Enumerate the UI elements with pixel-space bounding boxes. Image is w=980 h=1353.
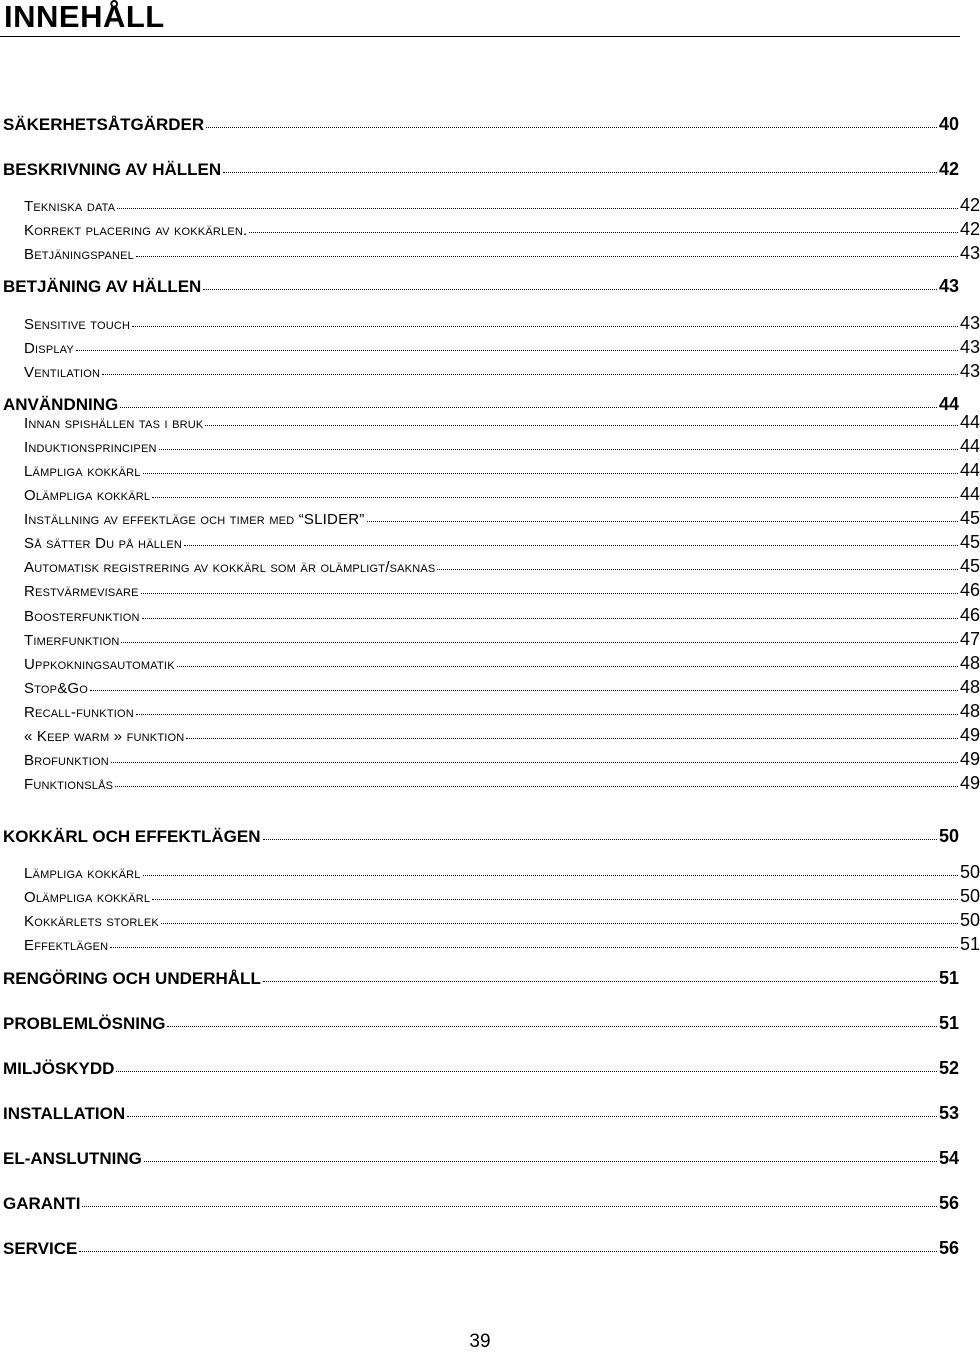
dot-leader [143, 874, 958, 876]
toc-entry-page: 43 [959, 313, 980, 333]
toc-entry-page: 51 [938, 968, 959, 988]
toc-entry-label: Uppkokningsautomatik [24, 656, 175, 673]
dot-leader [79, 1250, 937, 1252]
toc-entry-label: Induktionsprincipen [24, 439, 157, 456]
toc-entry-label: Effektlägen [24, 937, 109, 954]
toc-entry-page: 42 [938, 159, 959, 179]
toc-subsection-entry[interactable] [0, 701, 980, 722]
dot-leader [117, 207, 958, 209]
dot-leader [159, 448, 958, 450]
toc-entry-label: BESKRIVNING AV HÄLLEN [3, 160, 222, 179]
toc-entry-page: 40 [938, 114, 959, 134]
toc-entry-page: 43 [938, 276, 959, 296]
toc-entry-page: 49 [959, 773, 980, 793]
toc-section-entry[interactable] [0, 1058, 959, 1079]
dot-leader [143, 472, 958, 474]
dot-leader [127, 1115, 937, 1117]
dot-leader [111, 761, 958, 763]
toc-entry-page: 46 [959, 580, 980, 600]
toc-entry-label: Lämpliga kokkärl [24, 865, 141, 882]
toc-entry-label: SÄKERHETSÅTGÄRDER [3, 115, 205, 134]
toc-entry-label: Display [24, 340, 74, 357]
dot-leader [206, 126, 937, 128]
toc-subsection-entry[interactable] [0, 629, 980, 650]
toc-entry-page: 44 [959, 436, 980, 456]
toc-entry-label: Stop&Go [24, 680, 89, 697]
toc-subsection-entry[interactable] [0, 605, 980, 626]
toc-subsection-entry[interactable] [0, 725, 980, 746]
toc-subsection-entry[interactable] [0, 653, 980, 674]
toc-entry-page: 49 [959, 725, 980, 745]
toc-entry-page: 50 [959, 862, 980, 882]
toc-entry-label: Restvärmevisare [24, 583, 139, 600]
toc-subsection-entry[interactable] [0, 910, 980, 931]
toc-entry-page: 46 [959, 605, 980, 625]
toc-entry-label: Inställning av effektläge och timer med “SLIDER” [24, 511, 365, 528]
toc-entry-page: 42 [959, 219, 980, 239]
dot-leader [367, 520, 958, 522]
toc-entry-page: 43 [959, 361, 980, 381]
dot-leader [115, 785, 958, 787]
dot-leader [136, 255, 958, 257]
dot-leader [223, 171, 937, 173]
dot-leader [76, 349, 958, 351]
toc-subsection-entry[interactable] [0, 361, 980, 382]
toc-entry-label: Brofunktion [24, 752, 109, 769]
dot-leader [82, 1205, 937, 1207]
toc-entry-label: ANVÄNDNING [3, 395, 119, 414]
toc-entry-label: KOKKÄRL OCH EFFEKTLÄGEN [3, 827, 261, 846]
toc-entry-page: 45 [959, 556, 980, 576]
page-title: INNEHÅLL [4, 0, 165, 34]
toc-entry-label: Korrekt placering av kokkärlen. [24, 222, 248, 239]
toc-subsection-entry[interactable] [0, 436, 980, 457]
toc-entry-page: 45 [959, 508, 980, 528]
toc-entry-page: 49 [959, 749, 980, 769]
toc-section-entry[interactable] [0, 826, 959, 847]
page-number: 39 [469, 1331, 491, 1352]
toc-subsection-entry[interactable] [0, 580, 980, 601]
dot-leader [186, 737, 958, 739]
toc-entry-page: 52 [938, 1058, 959, 1078]
toc-entry-label: Sensitive touch [24, 316, 131, 333]
toc-section-entry[interactable] [0, 1013, 959, 1034]
toc-entry-page: 44 [959, 484, 980, 504]
toc-subsection-entry[interactable] [0, 862, 980, 883]
toc-entry-label: MILJÖSKYDD [3, 1059, 115, 1078]
toc-entry-page: 50 [959, 910, 980, 930]
toc-subsection-entry[interactable] [0, 508, 980, 529]
toc-subsection-entry[interactable] [0, 412, 980, 433]
toc-subsection-entry[interactable] [0, 886, 980, 907]
toc-entry-page: 48 [959, 677, 980, 697]
toc-entry-page: 48 [959, 653, 980, 673]
toc-entry-label: GARANTI [3, 1194, 81, 1213]
toc-entry-label: Automatisk registrering av kokkärl som är olämpligt/saknas [24, 559, 436, 576]
toc-entry-page: 48 [959, 701, 980, 721]
toc-subsection-entry[interactable] [0, 219, 980, 240]
dot-leader [263, 980, 937, 982]
dot-leader [141, 592, 958, 594]
toc-subsection-entry[interactable] [0, 556, 980, 577]
toc-entry-label: Boosterfunktion [24, 608, 140, 625]
toc-entry-label: Ventilation [24, 364, 101, 381]
toc-entry-label: PROBLEMLÖSNING [3, 1014, 166, 1033]
toc-entry-page: 43 [959, 337, 980, 357]
dot-leader [102, 373, 958, 375]
dot-leader [121, 641, 957, 643]
toc-section-entry[interactable] [0, 159, 959, 180]
dot-leader [205, 424, 958, 426]
toc-entry-label: Betjäningspanel [24, 246, 134, 263]
toc-entry-label: RENGÖRING OCH UNDERHÅLL [3, 969, 261, 988]
toc-entry-label: Funktionslås [24, 776, 114, 793]
toc-entry-label: Olämpliga kokkärl [24, 889, 151, 906]
toc-section-entry[interactable] [0, 1193, 959, 1214]
dot-leader [116, 1070, 937, 1072]
dot-leader [203, 288, 937, 290]
toc-subsection-entry[interactable] [0, 337, 980, 358]
toc-entry-page: 42 [959, 195, 980, 215]
toc-entry-page: 47 [959, 629, 980, 649]
toc-entry-page: 43 [959, 243, 980, 263]
dot-leader [110, 946, 958, 948]
toc-entry-label: SERVICE [3, 1239, 78, 1258]
toc-entry-page: 44 [959, 412, 980, 432]
toc-entry-label: Recall-funktion [24, 704, 134, 721]
toc-subsection-entry[interactable] [0, 934, 980, 955]
dot-leader [167, 1025, 937, 1027]
toc-subsection-entry[interactable] [0, 460, 980, 481]
toc-section-entry[interactable] [0, 1238, 959, 1259]
title-divider [0, 36, 960, 37]
toc-subsection-entry[interactable] [0, 313, 980, 334]
toc-subsection-entry[interactable] [0, 195, 980, 216]
toc-entry-page: 56 [938, 1193, 959, 1213]
toc-subsection-entry[interactable] [0, 677, 980, 698]
dot-leader [437, 568, 958, 570]
dot-leader [263, 838, 937, 840]
toc-entry-label: Kokkärlets storlek [24, 913, 159, 930]
dot-leader [184, 544, 958, 546]
dot-leader [90, 689, 958, 691]
toc-entry-label: Lämpliga kokkärl [24, 463, 141, 480]
toc-entry-label: Så sätter Du på hällen [24, 535, 183, 552]
toc-entry-label: Timerfunktion [24, 632, 120, 649]
dot-leader [161, 922, 958, 924]
dot-leader [152, 496, 958, 498]
dot-leader [249, 231, 958, 233]
toc-entry-page: 54 [938, 1148, 959, 1168]
toc-section-entry[interactable] [0, 114, 959, 135]
toc-subsection-entry[interactable] [0, 484, 980, 505]
toc-entry-label: Olämpliga kokkärl [24, 487, 151, 504]
toc-entry-label: Innan spishällen tas i bruk [24, 415, 204, 432]
toc-entry-page: 45 [959, 532, 980, 552]
toc-entry-page: 56 [938, 1238, 959, 1258]
toc-entry-page: 50 [959, 886, 980, 906]
dot-leader [132, 325, 958, 327]
toc-entry-label: « Keep warm » funktion [24, 728, 185, 745]
toc-entry-label: Tekniska data [24, 198, 116, 215]
toc-section-entry[interactable] [0, 968, 959, 989]
toc-entry-page: 44 [938, 394, 959, 414]
toc-subsection-entry[interactable] [0, 773, 980, 794]
toc-subsection-entry[interactable] [0, 243, 980, 264]
toc-entry-page: 50 [938, 826, 959, 846]
toc-section-entry[interactable] [0, 276, 959, 297]
toc-entry-label: BETJÄNING AV HÄLLEN [3, 277, 202, 296]
toc-section-entry[interactable] [0, 1148, 959, 1169]
toc-entry-page: 51 [938, 1013, 959, 1033]
toc-entry-page: 44 [959, 460, 980, 480]
dot-leader [136, 713, 958, 715]
dot-leader [177, 665, 958, 667]
toc-entry-label: EL-ANSLUTNING [3, 1149, 142, 1168]
toc-subsection-entry[interactable] [0, 532, 980, 553]
dot-leader [120, 406, 937, 408]
dot-leader [152, 898, 958, 900]
toc-entry-label: INSTALLATION [3, 1104, 126, 1123]
toc-entry-page: 51 [959, 934, 980, 954]
toc-section-entry[interactable] [0, 1103, 959, 1124]
dot-leader [144, 1160, 937, 1162]
toc-entry-page: 53 [938, 1103, 959, 1123]
dot-leader [142, 617, 958, 619]
toc-subsection-entry[interactable] [0, 749, 980, 770]
